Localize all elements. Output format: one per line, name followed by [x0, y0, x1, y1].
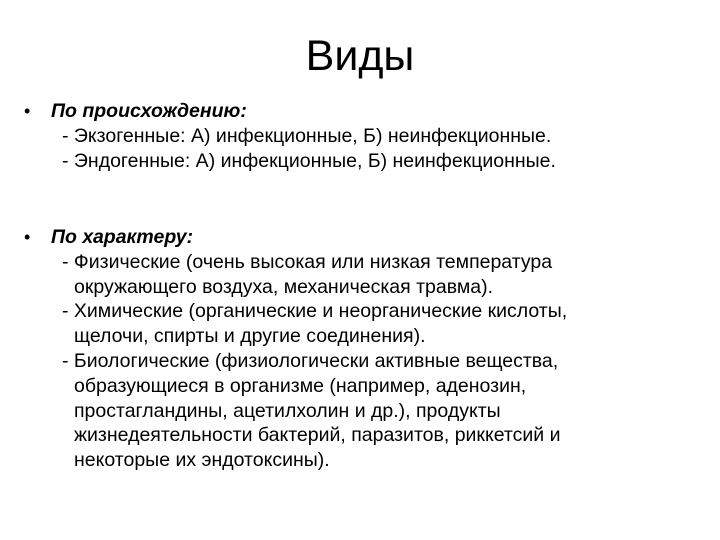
text-line: жизнедеятельности бактерий, паразитов, риккетсий и	[74, 424, 561, 447]
text-line: - Физические (очень высокая или низкая температура	[62, 250, 553, 273]
bullet-icon: •	[24, 227, 31, 247]
section-heading-character: По характеру:	[51, 226, 194, 248]
section-character	[24, 225, 664, 473]
section-heading-origin: По происхождению:	[51, 100, 247, 122]
slide-title: Виды	[305, 32, 415, 80]
text-line: щелочи, спирты и другие соединения).	[74, 325, 426, 348]
section-origin	[24, 99, 664, 173]
text-line: простагландины, ацетилхолин и др.), продукты	[74, 399, 501, 422]
bullet-icon: •	[24, 101, 31, 121]
text-line: образующиеся в организме (например, аденозин,	[74, 374, 527, 397]
text-line: некоторые их эндотоксины).	[74, 449, 330, 472]
text-line: окружающего воздуха, механическая травма).	[74, 275, 494, 298]
text-line: - Экзогенные: А) инфекционные, Б) неинфекционные.	[62, 124, 552, 147]
text-line: - Эндогенные: А) инфекционные, Б) неинфекционные.	[62, 149, 556, 172]
bullet-item-origin	[24, 99, 664, 124]
text-line: - Биологические (физиологически активные вещества,	[62, 349, 559, 372]
bullet-item-character	[24, 225, 664, 250]
text-line: - Химические (органические и неорганические кислоты,	[62, 300, 568, 323]
